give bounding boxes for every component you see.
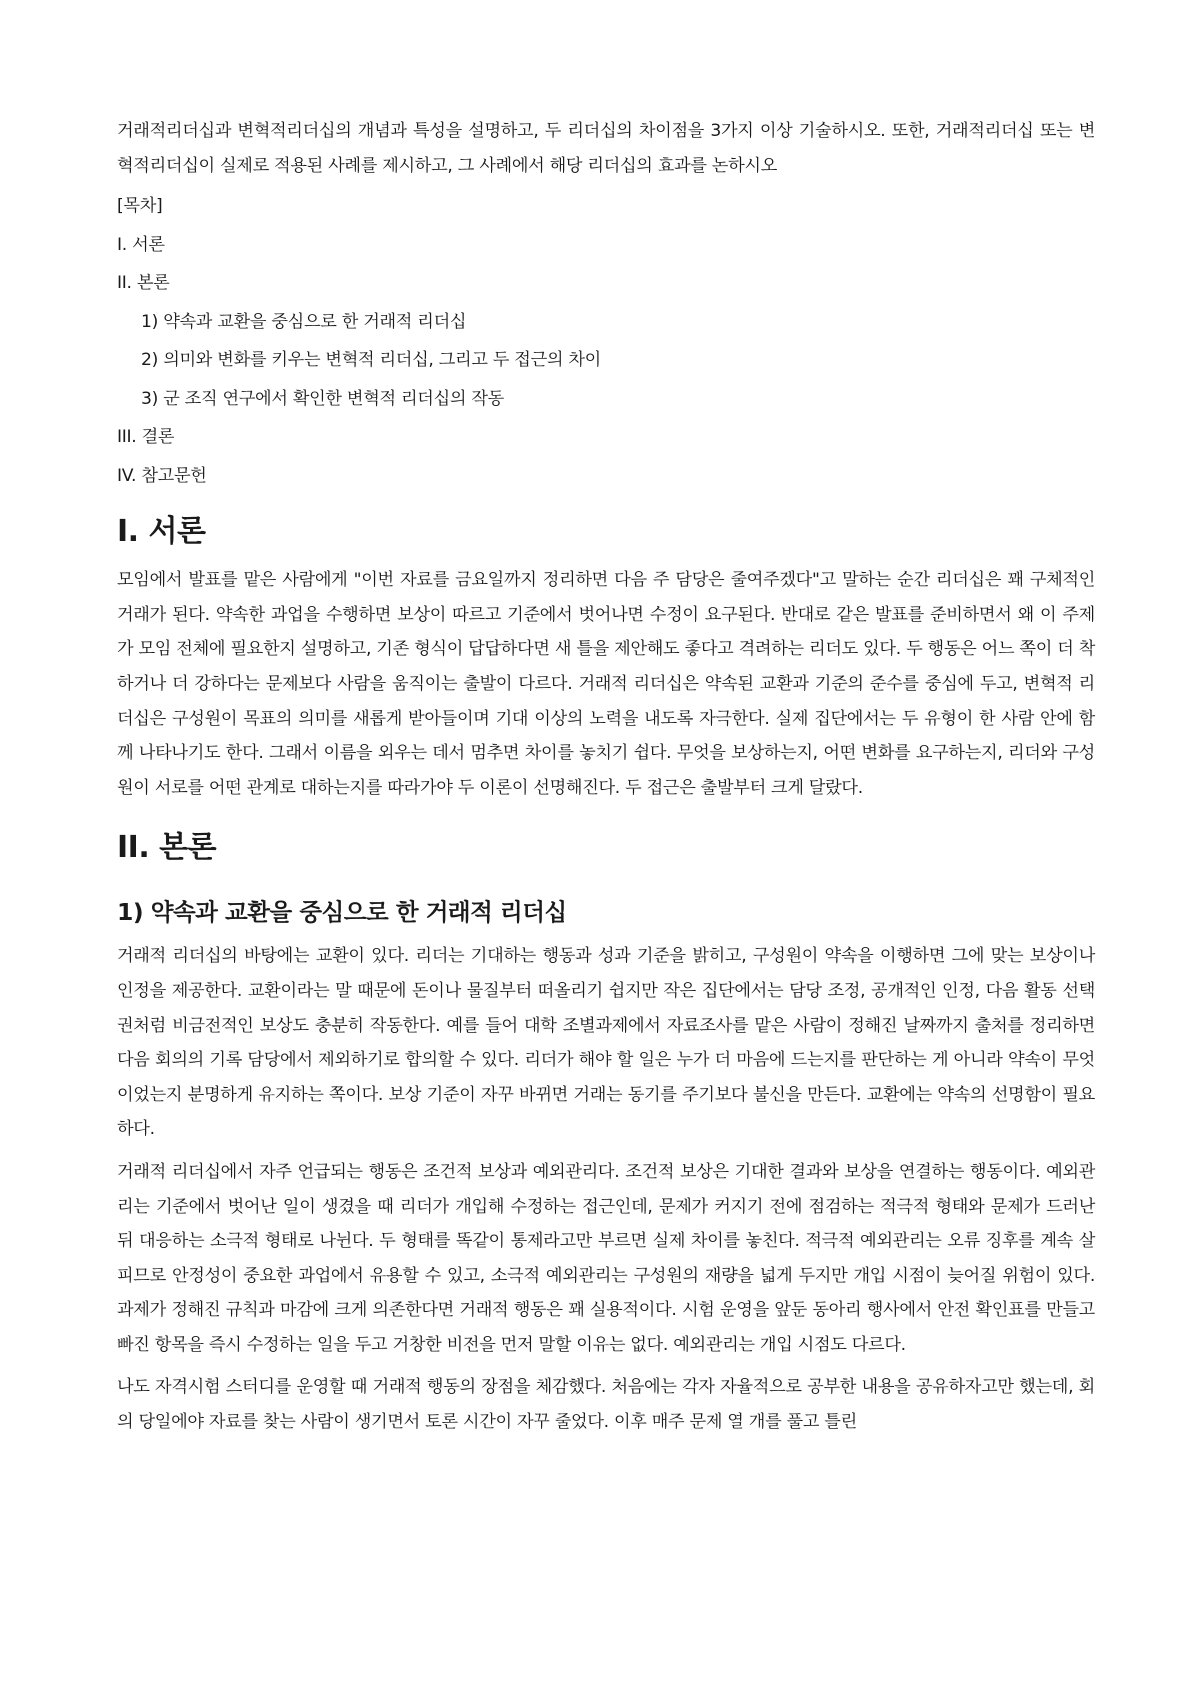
toc-item-body: II. 본론 [117,273,170,294]
toc-item-conclusion: III. 결론 [117,427,175,448]
body-sub1-paragraph-1: 거래적 리더십의 바탕에는 교환이 있다. 리더는 기대하는 행동과 성과 기준을 밝히고, 구성원이 약속을 이행하면 그에 맞는 보상이나 인정을 제공한다. 교환이라는 말 때문에 돈이나 물질부터 떠올리기 쉽지만 작은 집단에서는 담당 조정, 공개적인 인정, 다음 활동 선택권처럼 비금전적인 보상도 충분히 작동한다. 예를 들어 대학 조별과제에서 자료조사를 맡은 사람이 정해진 날짜까지 출처를 정리하면 다음 회의의 기록 담당에서 제외하기로 합의할 수 있다. 리더가 해야 할 일은 누가 더 마음에 드는지를 판단하는 게 아니라 약속이 무엇이었는지 분명하게 유지하는 쪽이다. 보상 기준이 자꾸 바뀌면 거래는 동기를 주기보다 불신을 만든다. 교환에는 약속의 선명함이 필요하다. [117,946,1095,1140]
document-page [117,114,1095,1440]
body-sub1-paragraph-3: 나도 자격시험 스터디를 운영할 때 거래적 행동의 장점을 체감했다. 처음에는 각자 자율적으로 공부한 내용을 공유하자고만 했는데, 회의 당일에야 자료를 찾는 사람이 생기면서 토론 시간이 자꾸 줄었다. 이후 매주 문제 열 개를 풀고 틀린 [117,1377,1095,1433]
assignment-question: 거래적리더십과 변혁적리더십의 개념과 특성을 설명하고, 두 리더십의 차이점을 3가지 이상 기술하시오. 또한, 거래적리더십 또는 변혁적리더십이 실제로 적용된 사례를 제시하고, 그 사례에서 해당 리더십의 효과를 논하시오 [117,121,1095,176]
toc-item-references: IV. 참고문헌 [117,465,207,486]
intro-heading: I. 서론 [117,514,206,550]
toc-item-intro: I. 서론 [117,234,165,255]
table-of-contents [117,187,1095,495]
toc-item-body-2: 2) 의미와 변화를 키우는 변혁적 리더십, 그리고 두 접근의 차이 [141,350,601,371]
body-heading: II. 본론 [117,830,217,866]
toc-list [117,226,1095,496]
toc-item-body-3: 3) 군 조직 연구에서 확인한 변혁적 리더십의 작동 [141,388,504,409]
body-sub1-paragraph-2: 거래적 리더십에서 자주 언급되는 행동은 조건적 보상과 예외관리다. 조건적 보상은 기대한 결과와 보상을 연결하는 행동이다. 예외관리는 기준에서 벗어난 일이 생겼을 때 리더가 개입해 수정하는 접근인데, 문제가 커지기 전에 점검하는 적극적 형태와 문제가 드러난 뒤 대응하는 소극적 형태로 나뉜다. 두 형태를 똑같이 통제라고만 부르면 실제 차이를 놓친다. 적극적 예외관리는 오류 징후를 계속 살피므로 안정성이 중요한 과업에서 유용할 수 있고, 소극적 예외관리는 구성원의 재량을 넓게 두지만 개입 시점이 늦어질 위험이 있다. 과제가 정해진 규칙과 마감에 크게 의존한다면 거래적 행동은 꽤 실용적이다. 시험 운영을 앞둔 동아리 행사에서 안전 확인표를 만들고 빠진 항목을 즉시 수정하는 일을 두고 거창한 비전을 먼저 말할 이유는 없다. 예외관리는 개입 시점도 다르다. [117,1161,1095,1355]
toc-item-body-1: 1) 약속과 교환을 중심으로 한 거래적 리더십 [141,311,467,332]
toc-heading: [목차] [117,196,163,217]
body-sub1-heading: 1) 약속과 교환을 중심으로 한 거래적 리더십 [117,898,567,927]
intro-paragraph: 모임에서 발표를 맡은 사람에게 "이번 자료를 금요일까지 정리하면 다음 주 담당은 줄여주겠다"고 말하는 순간 리더십은 꽤 구체적인 거래가 된다. 약속한 과업을 수행하면 보상이 따르고 기준에서 벗어나면 수정이 요구된다. 반대로 같은 발표를 준비하면서 왜 이 주제가 모임 전체에 필요한지 설명하고, 기존 형식이 답답하다면 새 틀을 제안해도 좋다고 격려하는 리더도 있다. 두 행동은 어느 쪽이 더 착하거나 더 강하다는 문제보다 사람을 움직이는 출발이 다르다. 거래적 리더십은 약속된 교환과 기준의 준수를 중심에 두고, 변혁적 리더십은 구성원이 목표의 의미를 새롭게 받아들이며 기대 이상의 노력을 내도록 자극한다. 실제 집단에서는 두 유형이 한 사람 안에 함께 나타나기도 한다. 그래서 이름을 외우는 데서 멈추면 차이를 놓치기 쉽다. 무엇을 보상하는지, 어떤 변화를 요구하는지, 리더와 구성원이 서로를 어떤 관계로 대하는지를 따라가야 두 이론이 선명해진다. 두 접근은 출발부터 크게 달랐다. [117,570,1095,798]
